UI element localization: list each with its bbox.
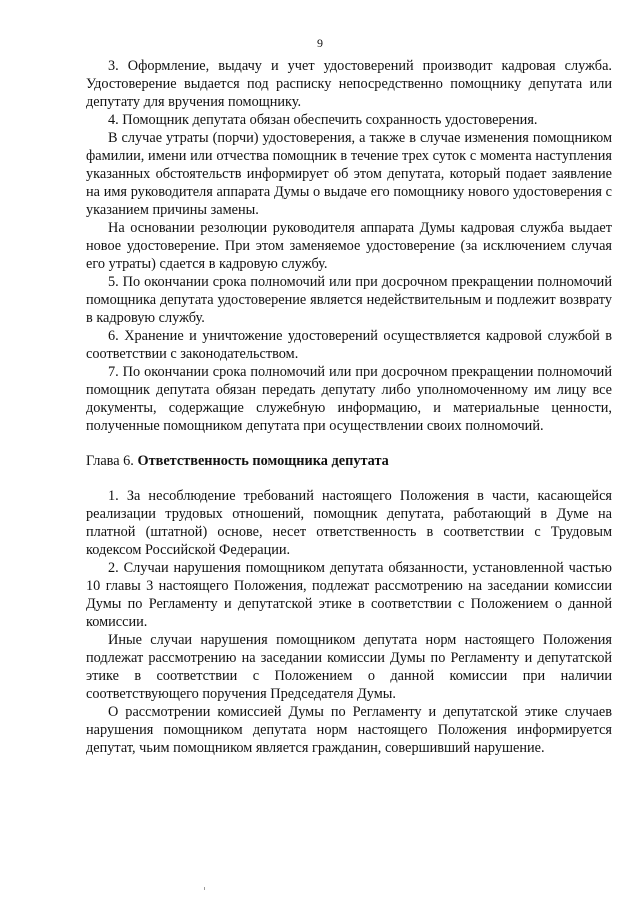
chapter-title: Ответственность помощника депутата (137, 453, 389, 469)
ch6-paragraph-2-inform: О рассмотрении комиссией Думы по Регламенту и депутатской этике случаев нарушения помощником депутата норм настоящего Положения информируется депутат, чьим помощником является гражданин, совершивший нарушение. (86, 704, 612, 756)
paragraph-4-loss: В случае утраты (порчи) удостоверения, а также в случае изменения помощником фамилии, имени или отчества помощник в течение трех суток с момента наступления указанных обстоятельств информирует об этом депутата, который подает заявление на имя руководителя аппарата Думы о выдаче его помощнику нового удостоверения с указанием причины замены. (86, 130, 612, 218)
paragraph-4: 4. Помощник депутата обязан обеспечить сохранность удостоверения. (108, 112, 538, 128)
paragraph-3: 3. Оформление, выдачу и учет удостоверений производит кадровая служба. Удостоверение выдается под расписку непосредственно помощнику депутата или депутату для вручения помощнику. (86, 58, 612, 110)
paragraph-5: 5. По окончании срока полномочий или при досрочном прекращении полномочий помощника депутата удостоверение является недействительным и подлежит возврату в кадровую службу. (86, 274, 612, 326)
ch6-paragraph-1: 1. За несоблюдение требований настоящего Положения в части, касающейся реализации трудовых отношений, помощник депутата, работающий в Думе на платной (штатной) основе, несет ответственность в соответствии с Трудовым кодексом Российской Федерации. (86, 488, 612, 558)
paragraph-7: 7. По окончании срока полномочий или при досрочном прекращении полномочий помощник депутата обязан передать депутату либо уполномоченному им лицу все документы, содержащие служебную информацию, и материальные ценности, полученные помощником депутата при осуществлении своих полномочий. (86, 364, 612, 434)
ch6-paragraph-2-other: Иные случаи нарушения помощником депутата норм настоящего Положения подлежат рассмотрению на заседании комиссии Думы по Регламенту и депутатской этике в соответствии с Положением о данной комиссии при наличии соответствующего поручения Председателя Думы. (86, 632, 612, 702)
document-body (86, 57, 612, 757)
paragraph-4-resolution: На основании резолюции руководителя аппарата Думы кадровая служба выдает новое удостоверение. При этом заменяемое удостоверение (за исключением случая его утраты) сдается в кадровую службу. (86, 220, 612, 272)
page-number: 9 (317, 36, 323, 50)
scan-speck (204, 887, 205, 890)
chapter-heading (86, 452, 612, 470)
paragraph-6: 6. Хранение и уничтожение удостоверений осуществляется кадровой службой в соответствии с законодательством. (86, 328, 612, 362)
chapter-prefix: Глава 6. (86, 453, 138, 469)
ch6-paragraph-2: 2. Случаи нарушения помощником депутата обязанности, установленной частью 10 главы 3 настоящего Положения, подлежат рассмотрению на заседании комиссии Думы по Регламенту и депутатской этике в соответствии с Положением о данной комиссии. (86, 560, 612, 630)
